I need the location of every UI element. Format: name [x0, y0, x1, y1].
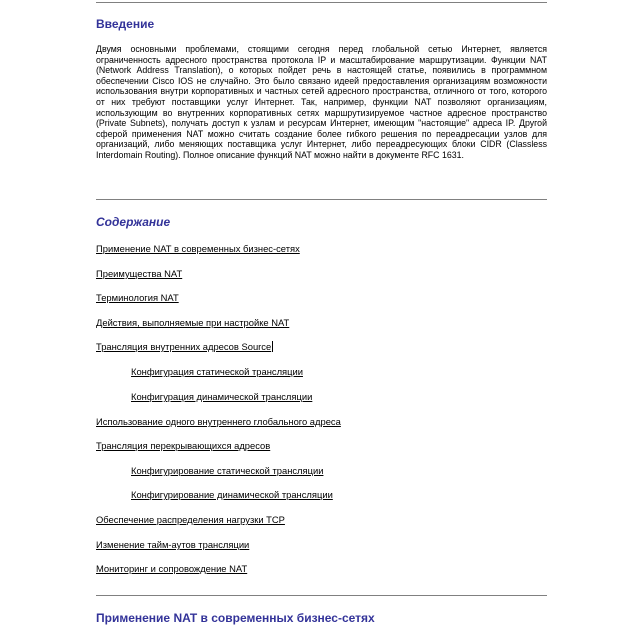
toc-link-static-translation-configuring[interactable]: Конфигурирование статической трансляции: [131, 465, 324, 476]
section-divider-2: [96, 595, 547, 596]
toc-link-nat-advantages[interactable]: Преимущества NAT: [96, 268, 183, 279]
toc-link-tcp-load-distribution[interactable]: Обеспечение распределения нагрузки TCP: [96, 514, 285, 525]
text-cursor: [272, 341, 273, 352]
intro-paragraph: Двумя основными проблемами, стоящими сегодня перед глобальной сетью Интернет, является ограниченность адресного пространства протокола IP и масштабирование маршрутизации. Функции NAT (Network Address Translation), о которых пойдет речь в настоящей статье, появились в программном обеспечении Cisco IOS не случайно. Это было связано идеей предоставления организациям возможности использования внутри корпоративных и частных сетей адресного пространства, отличного от того, которого от них требуют поставщики услуг Интернет. Так, например, функции NAT позволяют организациям, использующим во внутренних корпоративных сетях маршрутизируемое частное адресное пространство (Private Subnets), получать доступ к узлам и ресурсам Интернет, имеющим "настоящие" адреса IP. Другой сферой применения NAT можно считать создание более гибкого решения по переадресации узлов для организаций, либо меняющих поставщика услуг Интернет, либо переадресующих блоки CIDR (Classless Interdomain Routing). Полное описание функций NAT можно найти в документе RFC 1631.: [96, 44, 547, 160]
toc-link-translation-timeouts[interactable]: Изменение тайм-аутов трансляции: [96, 539, 250, 550]
toc-link-dynamic-translation-configuring[interactable]: Конфигурирование динамической трансляции: [131, 489, 333, 500]
toc-link-single-inside-global-address[interactable]: Использование одного внутреннего глобального адреса: [96, 416, 341, 427]
toc-link-nat-terminology[interactable]: Терминология NAT: [96, 292, 179, 303]
toc-link-overlapping-addresses[interactable]: Трансляция перекрывающихся адресов: [96, 440, 271, 451]
section-divider: [96, 199, 547, 200]
toc-link-nat-monitoring[interactable]: Мониторинг и сопровождение NAT: [96, 563, 248, 574]
toc-heading: Содержание: [96, 215, 171, 229]
top-divider: [96, 2, 547, 3]
toc-link-nat-business[interactable]: Применение NAT в современных бизнес-сетях: [96, 243, 300, 254]
toc-link-static-translation-config[interactable]: Конфигурация статической трансляции: [131, 366, 303, 377]
section-heading-nat-business: Применение NAT в современных бизнес-сетях: [96, 611, 375, 625]
toc-link-dynamic-translation-config[interactable]: Конфигурация динамической трансляции: [131, 391, 313, 402]
toc-link-nat-configuration-actions[interactable]: Действия, выполняемые при настройке NAT: [96, 317, 290, 328]
toc-link-label: Трансляция внутренних адресов Source: [96, 341, 272, 352]
toc-link-inside-source-translation[interactable]: [96, 341, 273, 352]
intro-heading: Введение: [96, 17, 155, 31]
